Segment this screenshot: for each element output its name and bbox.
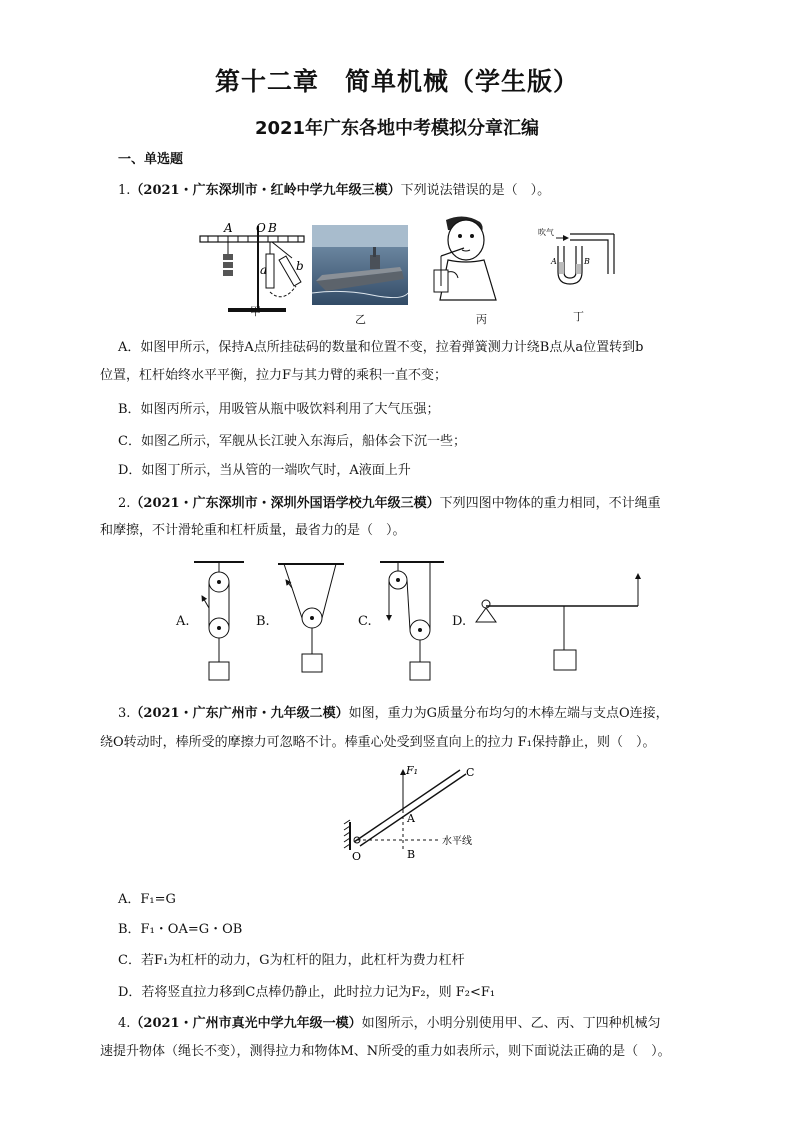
label-A: A [224, 221, 233, 235]
question-source: （2021・广东深圳市・深圳外国语学校九年级三模） [130, 496, 440, 511]
q1-option-b: B．如图丙所示，用吸管从瓶中吸饮料利用了大气压强； [118, 402, 440, 417]
page-subtitle: 2021年广东各地中考模拟分章汇编 [254, 118, 540, 139]
label-tube-A: A [551, 257, 557, 266]
figure-yi-warship [312, 225, 408, 305]
figure-q2-c [378, 558, 448, 688]
figure-q2-b [276, 558, 346, 686]
q2-label-c: C. [358, 614, 372, 629]
label-O: O [352, 850, 362, 863]
label-a: a [260, 263, 268, 277]
question-text: 下列说法错误的是（ ）。 [400, 183, 551, 198]
question-3-stem-cont: 绕O转动时，棒所受的摩擦力可忽略不计。棒重心处受到竖直向上的拉力 F₁保持静止，则（ ）。 [100, 735, 656, 750]
label-O: O [256, 221, 266, 235]
q1-option-d: D．如图丁所示，当从管的一端吹气时，A液面上升 [118, 463, 411, 478]
q2-label-b: B. [256, 614, 270, 629]
question-2-stem [118, 495, 661, 513]
label-F1: F₁ [406, 764, 419, 777]
question-number: 3. [118, 706, 131, 721]
question-source: （2021・广州市真光中学九年级一模） [130, 1016, 362, 1031]
question-source: （2021・广东广州市・九年级二模） [130, 706, 349, 721]
figure-q2-a [190, 558, 250, 686]
q3-option-c: C．若F₁为杠杆的动力，G为杠杆的阻力，此杠杆为费力杠杆 [118, 953, 465, 968]
q3-option-b: B．F₁・OA=G・OB [118, 922, 243, 937]
label-horizontal: 水平线 [442, 836, 472, 847]
figure-q3-rod [340, 762, 500, 866]
question-4-stem [118, 1015, 661, 1033]
label-A: A [407, 812, 415, 825]
question-1-stem [118, 182, 550, 200]
label-C: C [466, 766, 475, 779]
question-number: 4. [118, 1016, 131, 1031]
label-B: B [407, 848, 416, 861]
figure-label-bing: 丙 [476, 313, 487, 326]
question-number: 1. [118, 183, 131, 198]
label-b: b [296, 259, 304, 273]
figure-label-yi: 乙 [355, 313, 366, 326]
q1-option-c: C．如图乙所示，军舰从长江驶入东海后，船体会下沉一些； [118, 434, 466, 449]
question-2-stem-cont: 和摩擦，不计滑轮重和杠杆质量，最省力的是（ ）。 [100, 523, 406, 538]
question-number: 2. [118, 496, 131, 511]
question-3-stem [118, 705, 669, 723]
label-B: B [268, 221, 277, 235]
question-text: 如图所示，小明分别使用甲、乙、丙、丁四种机械匀 [361, 1016, 661, 1031]
figure-ding-utube [538, 224, 618, 296]
question-4-stem-cont: 速提升物体（绳长不变），测得拉力和物体M、N所受的重力如表所示，则下面说法正确的是（ ）。 [100, 1044, 671, 1059]
label-chuiqi: 吹气 [538, 228, 554, 237]
q2-label-a: A. [176, 614, 190, 629]
q3-option-a: A．F₁=G [118, 892, 176, 907]
figure-label-ding: 丁 [573, 310, 584, 323]
label-tube-B: B [584, 257, 590, 266]
q1-option-a-cont: 位置，杠杆始终水平平衡，拉力F与其力臂的乘积一直不变； [100, 368, 448, 383]
q3-option-d: D．若将竖直拉力移到C点棒仍静止，此时拉力记为F₂，则 F₂<F₁ [118, 985, 496, 1000]
figure-bing-boy [426, 212, 506, 302]
question-text: 如图，重力为G质量分布均匀的木棒左端与支点O连接， [348, 706, 669, 721]
q1-option-a: A．如图甲所示，保持A点所挂砝码的数量和位置不变，拉着弹簧测力计绕B点从a位置转到b [118, 340, 644, 355]
question-source: （2021・广东深圳市・红岭中学九年级三模） [130, 183, 401, 198]
question-text: 下列四图中物体的重力相同，不计绳重 [439, 496, 661, 511]
page-title: 第十二章 简单机械（学生版） [214, 67, 579, 96]
figure-q2-d [470, 570, 650, 678]
section-heading: 一、单选题 [118, 152, 184, 167]
figure-label-jia: 甲 [250, 305, 261, 318]
q2-label-d: D. [452, 614, 467, 629]
